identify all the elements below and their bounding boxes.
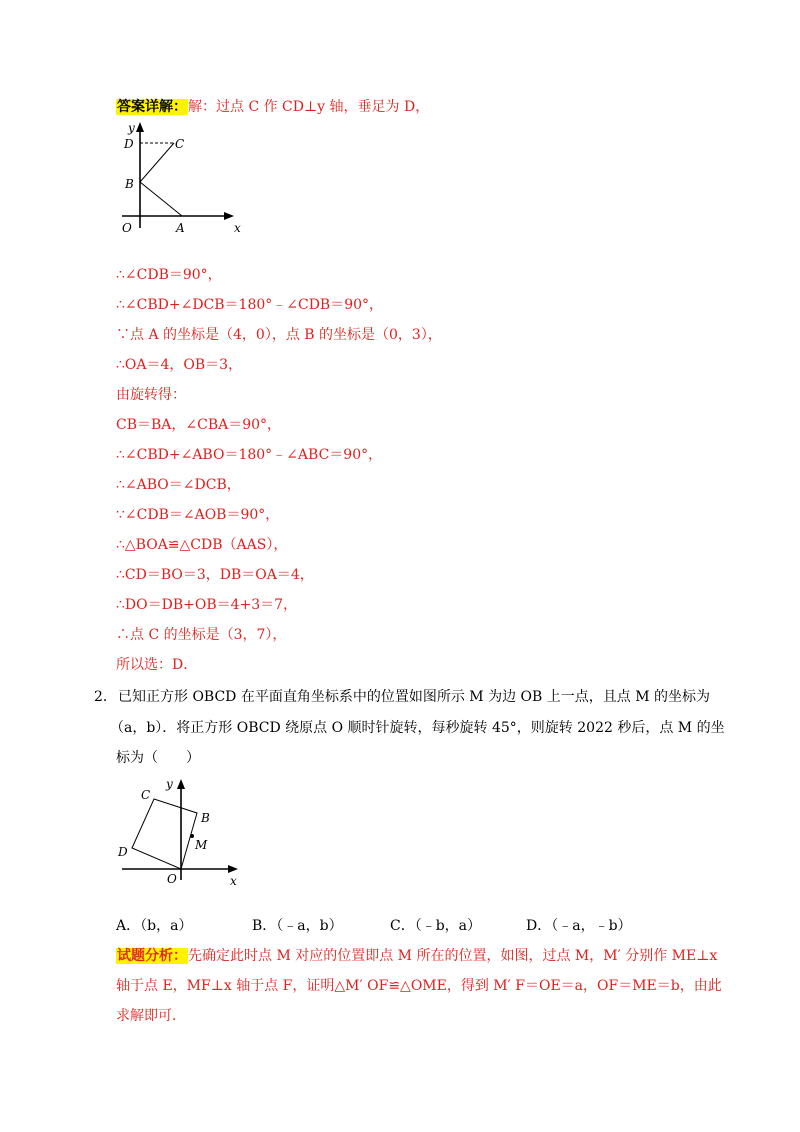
analysis-line-3: 求解即可． bbox=[116, 1008, 186, 1024]
question-2-line-2: （a，b）．将正方形 OBCD 绕原点 O 顺时针旋转，每秒旋转 45°，则旋转 2022 秒后，点 M 的坐 bbox=[110, 720, 725, 736]
step-11: ∴CD＝BO＝3，DB＝OA＝4， bbox=[116, 567, 314, 583]
question-2-line-3: 标为（ ） bbox=[116, 750, 200, 766]
fig1-segment-ba bbox=[140, 182, 182, 216]
option-b[interactable] bbox=[252, 916, 343, 936]
fig1-y-arrow bbox=[136, 122, 144, 132]
step-14: 所以选：D． bbox=[116, 657, 198, 673]
question-2-line-1: 已知正方形 OBCD 在平面直角坐标系中的位置如图所示 M 为边 OB 上一点，且点 M 的坐标为 bbox=[118, 689, 710, 705]
fig1-label-y: y bbox=[128, 121, 135, 135]
step-2: ∴∠CBD+∠DCB＝180°﹣∠CDB＝90°， bbox=[116, 297, 384, 313]
fig2-label-m: M bbox=[195, 838, 208, 852]
fig2-point-m bbox=[190, 834, 194, 838]
option-c-text: （﹣b，a） bbox=[414, 918, 482, 934]
figure-2-square-diagram bbox=[112, 776, 246, 888]
fig1-label-d: D bbox=[124, 137, 134, 151]
figure-1-coordinate-diagram bbox=[112, 120, 244, 238]
step-6: CB＝BA，∠CBA＝90°， bbox=[116, 417, 282, 433]
analysis-text-1: 先确定此时点 M 对应的位置即点 M 所在的位置，如图，过点 M，M′ 分别作 ME⊥x bbox=[188, 948, 718, 964]
option-d-text: （﹣a，﹣b） bbox=[551, 918, 632, 934]
option-a-letter: A． bbox=[116, 918, 141, 934]
option-c-letter: C． bbox=[390, 918, 415, 934]
step-7: ∴∠CBD+∠ABO＝180°﹣∠ABC＝90°， bbox=[116, 447, 383, 463]
step-8: ∴∠ABO＝∠DCB， bbox=[116, 477, 241, 493]
step-10: ∴△BOA≌△CDB（AAS）， bbox=[116, 537, 288, 553]
step-1: ∴∠CDB＝90°， bbox=[116, 267, 222, 283]
fig2-x-arrow bbox=[228, 865, 238, 873]
fig2-label-x: x bbox=[230, 874, 237, 888]
fig2-label-c: C bbox=[141, 788, 151, 802]
step-3: ∵点 A 的坐标是（4，0），点 B 的坐标是（0，3）， bbox=[116, 327, 442, 343]
answer-label: 答案详解： bbox=[117, 99, 187, 115]
fig2-label-b: B bbox=[201, 811, 210, 825]
analysis-line-2: 轴于点 E，MF⊥x 轴于点 F，证明△M′ OF≌△OME，得到 M′ F＝OE＝a，OF＝ME＝b，由此 bbox=[116, 978, 722, 994]
fig2-label-d: D bbox=[118, 845, 128, 859]
step-12: ∴DO＝DB+OB＝4+3＝7， bbox=[116, 597, 298, 613]
fig1-x-arrow bbox=[224, 212, 234, 220]
analysis-line-1 bbox=[116, 946, 717, 966]
answer-header bbox=[116, 97, 429, 117]
option-d-letter: D． bbox=[526, 918, 552, 934]
step-4: ∴OA＝4，OB＝3， bbox=[116, 357, 243, 373]
option-c[interactable] bbox=[390, 916, 481, 936]
option-b-text: （﹣a，b） bbox=[276, 918, 343, 934]
step-13: ∴点 C 的坐标是（3，7）， bbox=[116, 627, 287, 643]
option-a[interactable] bbox=[116, 916, 192, 936]
option-d[interactable] bbox=[526, 916, 632, 936]
fig2-y-arrow bbox=[177, 779, 185, 789]
fig1-segment-bc bbox=[140, 143, 174, 182]
step-9: ∵∠CDB＝∠AOB＝90°， bbox=[116, 507, 280, 523]
fig2-label-o: O bbox=[167, 872, 177, 886]
option-b-letter: B． bbox=[252, 918, 277, 934]
fig1-label-a: A bbox=[176, 221, 185, 235]
fig2-label-y: y bbox=[166, 777, 173, 791]
fig2-square-obcd bbox=[132, 799, 197, 869]
fig1-label-b: B bbox=[125, 177, 134, 191]
analysis-label: 试题分析： bbox=[117, 948, 187, 964]
question-2-number: 2． bbox=[94, 689, 117, 705]
option-a-text: （b，a） bbox=[140, 918, 193, 934]
fig1-label-o: O bbox=[122, 221, 132, 235]
answer-intro: 解：过点 C 作 CD⊥y 轴，垂足为 D， bbox=[188, 99, 430, 115]
fig1-label-x: x bbox=[234, 221, 241, 235]
step-5: 由旋转得： bbox=[116, 387, 186, 403]
fig1-label-c: C bbox=[175, 137, 185, 151]
